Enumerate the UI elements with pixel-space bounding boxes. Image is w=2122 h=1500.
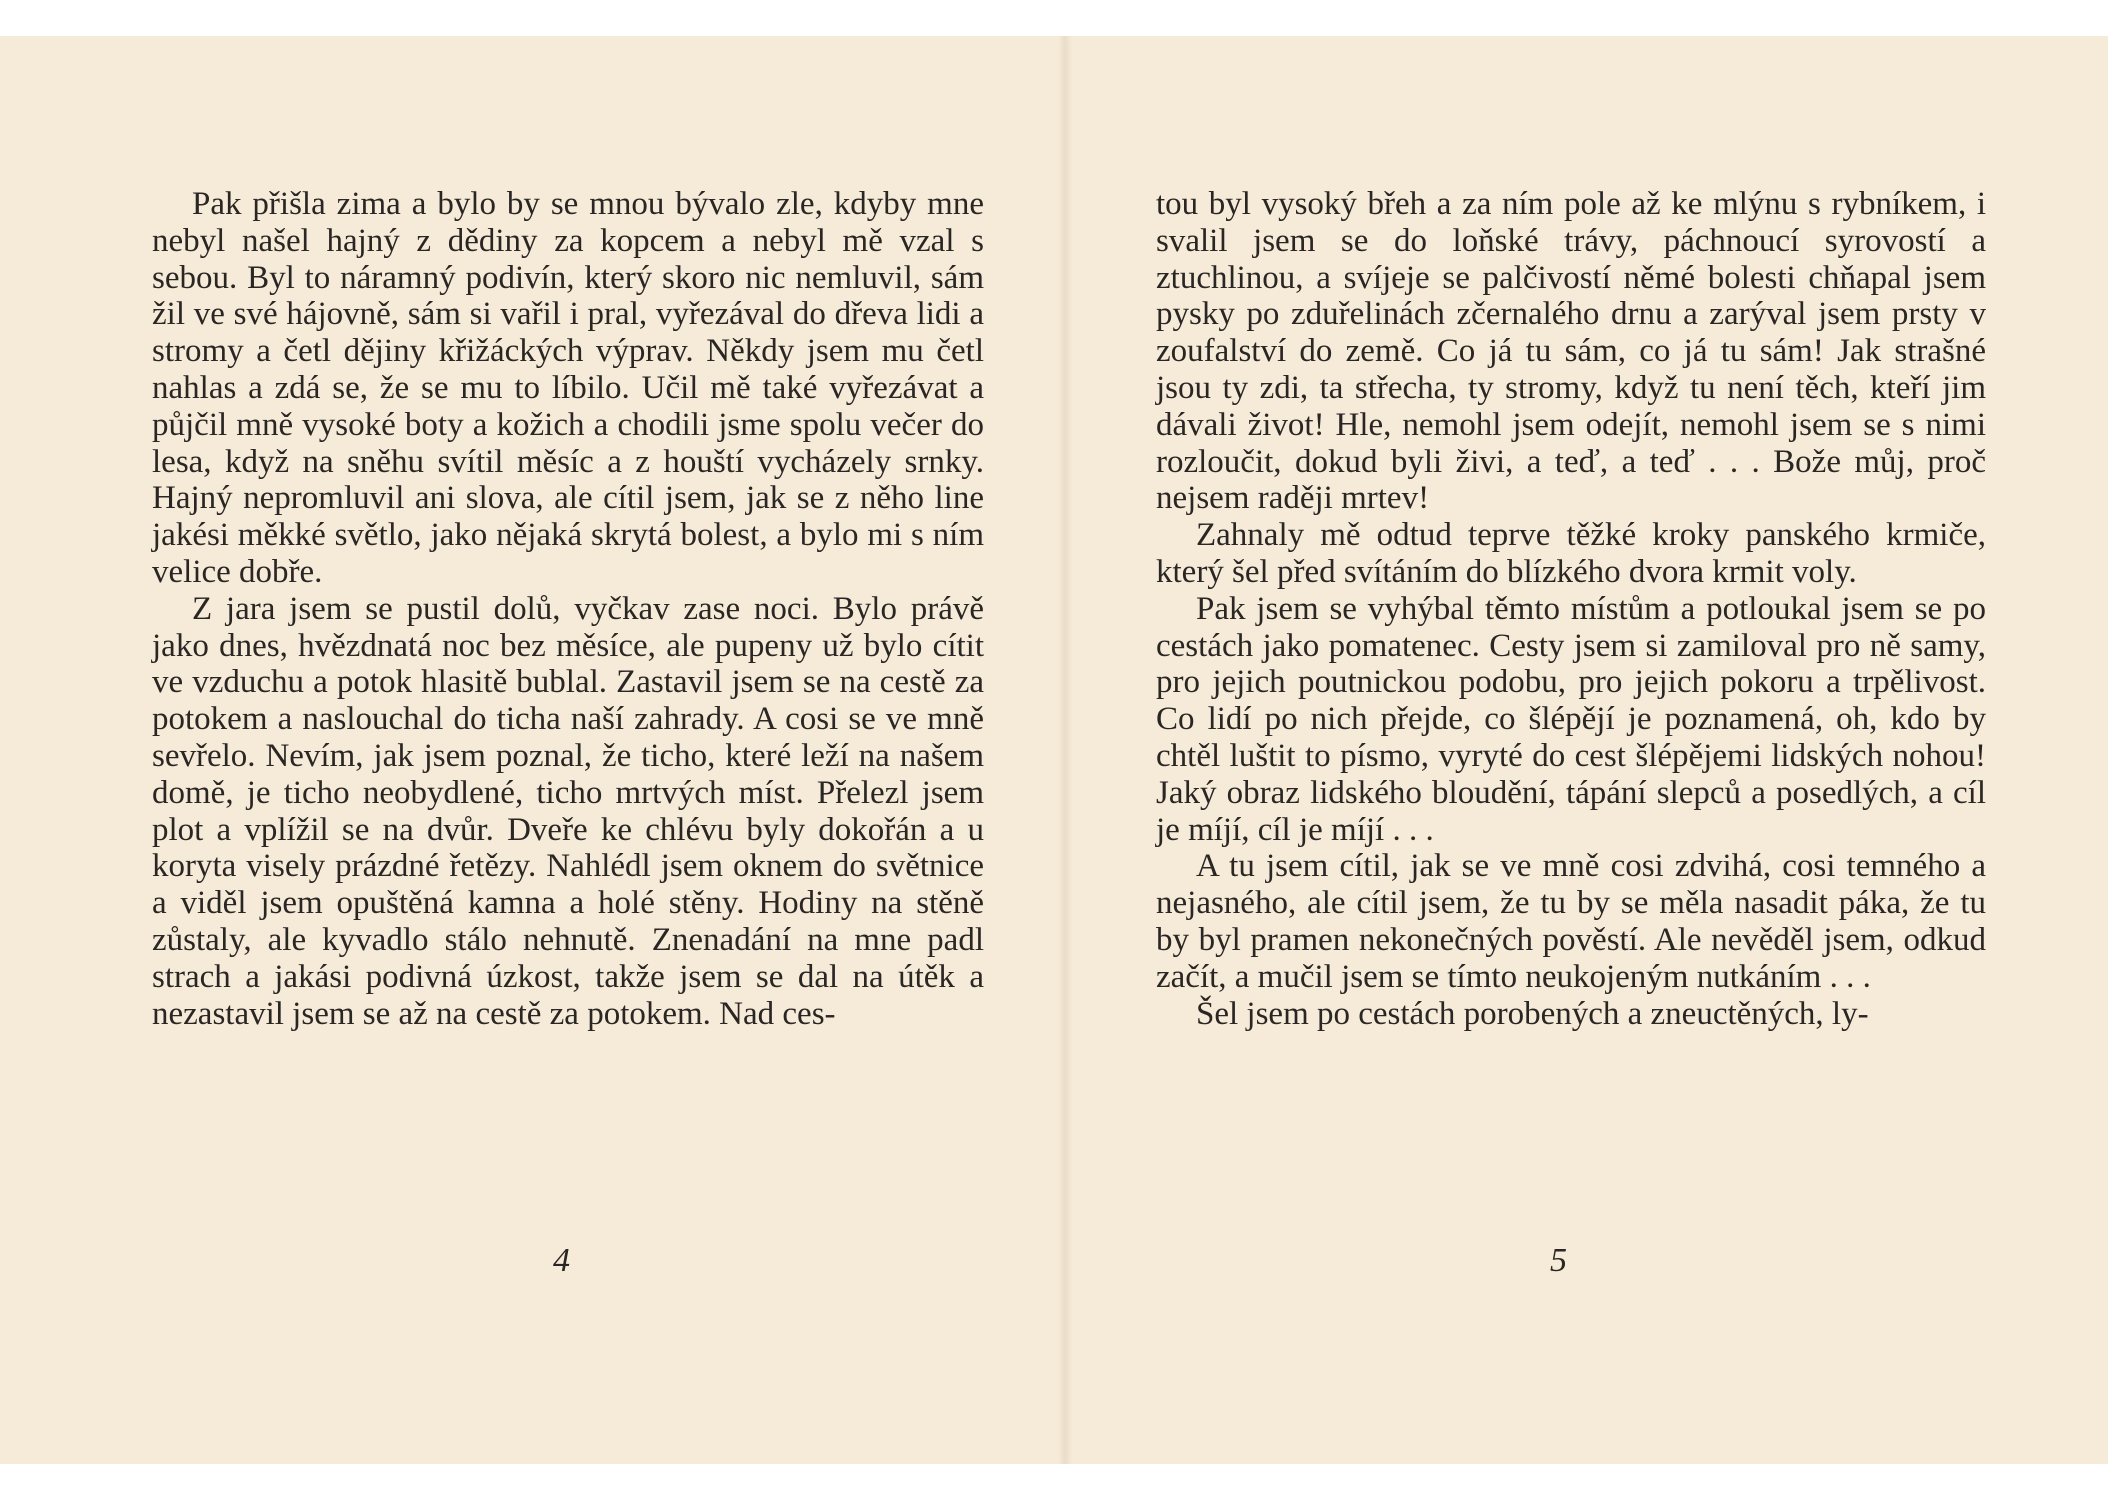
right-page <box>1072 36 2108 1464</box>
paragraph: Pak přišla zima a bylo by se mnou bývalo zle, kdyby mne nebyl našel hajný z dědiny za kopcem a nebyl mě vzal s sebou. Byl to náramný podivín, který skoro nic nemluvil, sám žil ve své hájovně, sám si vařil i pral, vyřezával do dřeva lidi a stromy a četl dějiny křižáckých výprav. Někdy jsem mu četl nahlas a zdá se, že se mu to líbilo. Učil mě také vyřezávat a půjčil mně vysoké boty a kožich a chodili jsme spolu večer do lesa, když na sněhu svítil měsíc a z houští vycházely srnky. Hajný nepromluvil ani slova, ale cítil jsem, jak se z něho line jakési měkké světlo, jako nějaká skrytá bolest, a bylo mi s ním velice dobře. <box>152 186 984 590</box>
paragraph: Zahnaly mě odtud teprve těžké kroky panského krmiče, který šel před svítáním do blízkého dvora krmit voly. <box>1156 517 1986 590</box>
book-gutter <box>1058 36 1072 1464</box>
paragraph: A tu jsem cítil, jak se ve mně cosi zdvihá, cosi temného a nejasného, ale cítil jsem, že tu by se měla nasadit páka, že tu by byl pramen nekonečných pověstí. Ale nevěděl jsem, odkud začít, a mučil jsem se tímto neukojeným nutkáním . . . <box>1156 848 1986 995</box>
book-spread <box>0 36 2122 1464</box>
page-number: 5 <box>1550 1242 1567 1279</box>
right-page-text <box>1156 186 1986 1032</box>
paragraph: Z jara jsem se pustil dolů, vyčkav zase noci. Bylo právě jako dnes, hvězdnatá noc bez měsíce, ale pupeny už bylo cítit ve vzduchu a potok hlasitě bublal. Zastavil jsem se na cestě za potokem a naslouchal do ticha naší zahrady. A cosi se ve mně sevřelo. Nevím, jak jsem poznal, že ticho, které leží na našem domě, je ticho neobydlené, ticho mrtvých míst. Přelezl jsem plot a vplížil se na dvůr. Dveře ke chlévu byly dokořán a u koryta visely prázdné řetězy. Nahlédl jsem oknem do světnice a viděl jsem opuštěná kamna a holé stěny. Hodiny na stěně zůstaly, ale kyvadlo stálo nehnutě. Znenadání na mne padl strach a jakási podivná úzkost, takže jsem se dal na útěk a nezastavil jsem se až na cestě za potokem. Nad ces- <box>152 590 984 1032</box>
paragraph: Pak jsem se vyhýbal těmto místům a potloukal jsem se po cestách jako pomatenec. Cesty jsem si zamiloval pro ně samy, pro jejich poutnickou podobu, pro jejich pokoru a trpělivost. Co lidí po nich přejde, co šlépějí je poznamená, oh, kdo by chtěl luštit to písmo, vyryté do cest šlépějemi lidských nohou! Jaký obraz lidského bloudění, tápání slepců a posedlých, a cíl je míjí, cíl je míjí . . . <box>1156 590 1986 848</box>
page-edge <box>2108 36 2122 1464</box>
page-number: 4 <box>553 1242 570 1279</box>
paragraph: tou byl vysoký břeh a za ním pole až ke mlýnu s rybníkem, i svalil jsem se do loňské trávy, páchnoucí syrovostí a ztuchlinou, a svíjeje se palčivostí němé bolesti chňapal jsem pysky po zduřelinách zčernalého drnu a zarýval jsem prsty v zoufalství do země. Co já tu sám, co já tu sám! Jak strašné jsou ty zdi, ta střecha, ty stromy, když tu není těch, kteří jim dávali život! Hle, nemohl jsem odejít, nemohl jsem se s nimi rozloučit, dokud byli živi, a teď, a teď . . . Bože můj, proč nejsem raději mrtev! <box>1156 186 1986 517</box>
left-page-text <box>152 186 984 1032</box>
left-page <box>0 36 1058 1464</box>
paragraph: Šel jsem po cestách porobených a zneuctěných, ly- <box>1196 995 1869 1032</box>
